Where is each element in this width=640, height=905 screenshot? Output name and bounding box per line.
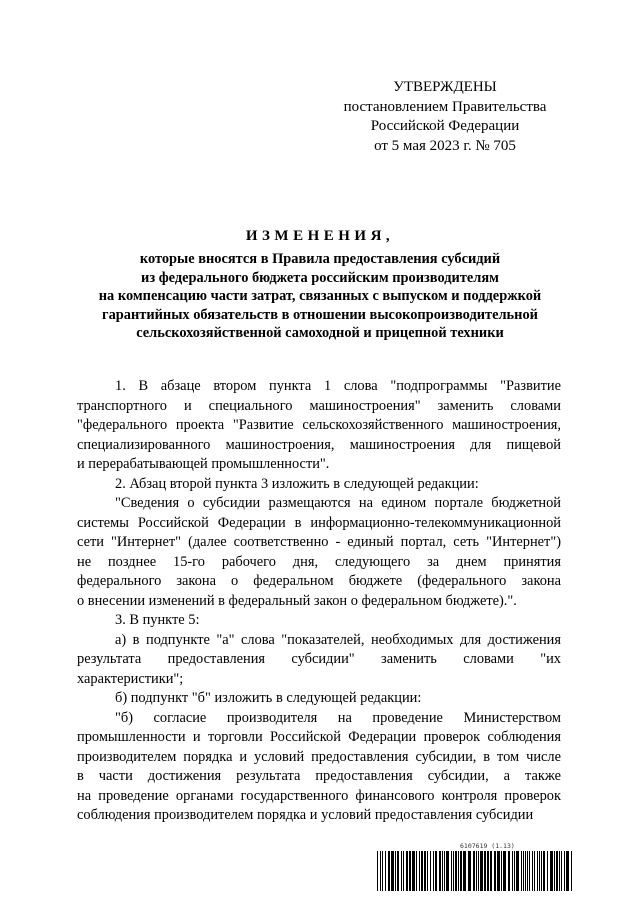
document-title: ИЗМЕНЕНИЯ, xyxy=(245,228,395,244)
paragraph-line: а) в подпункте "а" слова "показателей, необходимых для достижения xyxy=(115,631,561,648)
subtitle-line: на компенсацию части затрат, связанных с выпуском и поддержкой xyxy=(98,288,542,305)
paragraph-line: не позднее 15-го рабочего дня, следующего за днем принятия xyxy=(77,553,561,570)
document-subtitle xyxy=(70,250,570,343)
paragraph xyxy=(77,377,561,475)
approval-line: постановлением Правительства xyxy=(343,98,547,115)
paragraph-line: федерального закона о федеральном бюджете (федерального закона xyxy=(77,573,561,589)
paragraph-line: специализированного машиностроения, машиностроения для пищевой xyxy=(77,436,561,453)
approval-block xyxy=(330,78,560,156)
paragraph-line: промышленности и торговли Российской Федерации проверок соблюдения xyxy=(77,729,561,745)
barcode-image xyxy=(377,851,572,891)
paragraph-line: "Сведения о субсидии размещаются на едином портале бюджетной xyxy=(115,495,561,511)
approval-date: от 5 мая 2023 г. № 705 xyxy=(374,137,516,154)
paragraph-line: "б) согласие производителя на проведение Министерством xyxy=(115,709,561,726)
paragraph-line: системы Российской Федерации в информационно-телекоммуникационной xyxy=(77,514,561,531)
paragraph-line: производителем порядка и условий предоставления субсидии, в том числе xyxy=(77,748,561,765)
paragraph-line: 3. В пункте 5: xyxy=(115,612,200,628)
paragraph xyxy=(77,689,561,709)
paragraph-line: результата предоставления субсидии" заменить словами "их xyxy=(77,651,561,667)
paragraph-line: сети "Интернет" (далее соответственно - единый портал, сеть "Интернет") xyxy=(77,534,561,550)
paragraph-line: в части достижения результата предоставления субсидии, а также xyxy=(77,768,561,784)
paragraph xyxy=(77,631,561,690)
paragraph-line: 1. В абзаце втором пункта 1 слова "подпрограммы "Развитие xyxy=(115,378,561,394)
subtitle-line: которые вносятся в Правила предоставления субсидий xyxy=(139,251,501,267)
paragraph xyxy=(77,611,561,631)
paragraph-line: характеристики"; xyxy=(77,670,184,687)
paragraph-line: "федерального проекта "Развитие сельскохозяйственного машиностроения, xyxy=(77,417,561,433)
paragraph xyxy=(77,709,561,826)
approval-line: Российской Федерации xyxy=(370,118,520,134)
approval-heading: УТВЕРЖДЕНЫ xyxy=(393,79,497,95)
paragraph-line: о внесении изменений в федеральный закон о федеральном бюджете).". xyxy=(77,592,517,609)
paragraph-line: и перерабатывающей промышленности". xyxy=(77,456,330,472)
subtitle-line: из федерального бюджета российским производителям xyxy=(141,269,499,286)
paragraph xyxy=(77,475,561,495)
paragraph xyxy=(77,494,561,611)
paragraph-line: 2. Абзац второй пункта 3 изложить в следующей редакции: xyxy=(115,475,479,492)
document-body xyxy=(77,377,561,826)
document-code: 6107619 (1.13) xyxy=(460,842,515,850)
subtitle-line: гарантийных обязательств в отношении высокопроизводительной xyxy=(102,306,538,323)
subtitle-line: сельскохозяйственной самоходной и прицепной техники xyxy=(136,325,504,342)
paragraph-line: соблюдения производителем порядка и условий предоставления субсидии xyxy=(77,807,534,823)
paragraph-line: транспортного и специального машиностроения" заменить словами xyxy=(77,397,561,414)
paragraph-line: на проведение органами государственного финансового контроля проверок xyxy=(77,787,561,804)
paragraph-line: б) подпункт "б" изложить в следующей редакции: xyxy=(115,690,422,706)
